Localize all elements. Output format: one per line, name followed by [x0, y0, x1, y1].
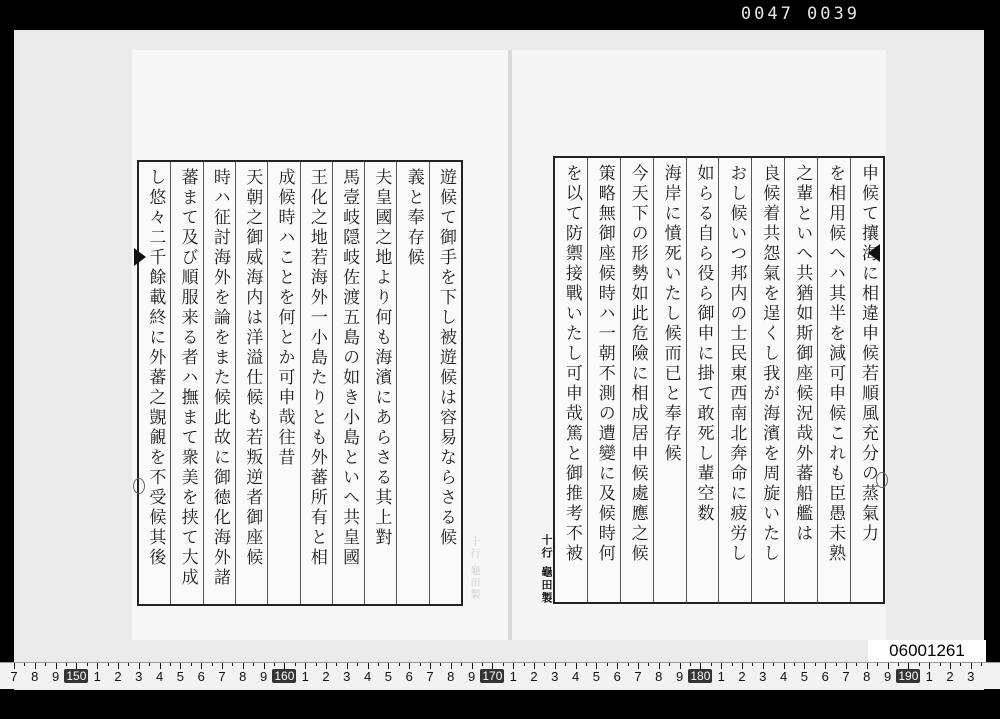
- catalog-number: 06001261: [868, 640, 986, 662]
- text-column: 義と奉存候: [396, 162, 428, 604]
- ruler-tick: [940, 663, 941, 666]
- ruler-tick: [336, 663, 337, 666]
- ruler-tick: [503, 663, 504, 666]
- ruler-label: 4: [363, 669, 372, 684]
- ruler-label: 9: [675, 669, 684, 684]
- ruler-label: 5: [800, 669, 808, 684]
- text-column: 夫皇國之地より何も海濱にあらさる其上對: [364, 162, 396, 604]
- ruler-label: 6: [821, 669, 829, 684]
- ruler-tick: [544, 663, 545, 666]
- ruler-tick: [732, 663, 733, 666]
- ruler-label: 2: [114, 669, 122, 684]
- ruler-label: 8: [863, 669, 871, 684]
- ruler-label: 1: [717, 669, 725, 684]
- text-column: 之輩といへ共猶如斯御座候況哉外蕃船艦は: [784, 158, 817, 602]
- ruler-label: 6: [613, 669, 621, 684]
- ruler-tick: [524, 663, 525, 666]
- ruler-label: 6: [405, 669, 413, 684]
- ruler-tick: [232, 663, 233, 666]
- ruler-label: 2: [946, 669, 954, 684]
- ruler-tick: [191, 663, 192, 666]
- text-column: 成候時ハことを何とか可申哉往昔: [267, 162, 299, 604]
- ruler-tick: [212, 663, 213, 666]
- ruler-label: 7: [842, 669, 850, 684]
- ruler-label: 7: [634, 669, 642, 684]
- ruler-tick: [253, 663, 254, 666]
- ruler-label: 1: [509, 669, 517, 684]
- ruler-tick: [648, 663, 649, 666]
- ruler-tick: [607, 663, 608, 666]
- ruler-label: 5: [384, 669, 392, 684]
- ruler-label: 7: [426, 669, 434, 684]
- text-column: おし候いつ邦内の士民東西南北奔命に疲労し: [718, 158, 751, 602]
- ruler-label: 8: [655, 669, 663, 684]
- ruler-tick: [378, 663, 379, 666]
- ruler-tick: [461, 663, 462, 666]
- book-gutter: [508, 50, 512, 640]
- ruler-label: 3: [759, 669, 767, 684]
- ruler-label: 150: [66, 669, 87, 683]
- left-page-imprint: 十行 龜田製: [468, 536, 479, 602]
- ruler-tick: [482, 663, 483, 666]
- ruler-tick: [960, 663, 961, 666]
- text-column: 蕃まて及び順服来る者ハ撫まて衆美を挟て大成: [170, 162, 202, 604]
- ruler-label: 9: [259, 669, 268, 684]
- ruler-tick: [752, 663, 753, 666]
- ruler-tick: [66, 663, 67, 666]
- ruler-label: 160: [274, 669, 295, 683]
- ruler-tick: [856, 663, 857, 666]
- ruler-tick: [836, 663, 837, 666]
- ruler-label: 2: [322, 669, 330, 684]
- ruler-tick: [149, 663, 150, 666]
- ruler-label: 8: [31, 669, 39, 684]
- text-column: 海岸に憤死いたし候而已と奉存候: [653, 158, 686, 602]
- text-column: 良候着共怨氣を逞くし我が海濱を周旋いたし: [751, 158, 784, 602]
- ruler-label: 2: [738, 669, 746, 684]
- ruler-label: 3: [135, 669, 143, 684]
- ruler-tick: [711, 663, 712, 666]
- ruler-label: 8: [447, 669, 455, 684]
- ruler-label: 3: [551, 669, 559, 684]
- ruler-tick: [108, 663, 109, 666]
- ruler-label: 9: [883, 669, 892, 684]
- ruler-tick: [628, 663, 629, 666]
- ruler-label: 5: [176, 669, 184, 684]
- text-column: 申候て攘海に相違申候若順風充分の蒸氣力: [850, 158, 883, 602]
- text-column: を以て防禦接戰いたし可申哉篤と御推考不被: [561, 164, 582, 564]
- ruler-tick: [898, 663, 899, 666]
- ruler-tick: [669, 663, 670, 666]
- ruler-label: 3: [967, 669, 975, 684]
- ruler-label: 170: [482, 669, 503, 683]
- left-binding-hole-icon: [133, 478, 145, 494]
- text-column: 策略無御座候時ハ一朝不測の遭變に及候時何: [587, 158, 620, 602]
- right-binding-hole-icon: [876, 472, 888, 488]
- ruler-tick: [357, 663, 358, 666]
- ruler-tick: [316, 663, 317, 666]
- ruler-label: 2: [530, 669, 538, 684]
- ruler-tick: [274, 663, 275, 666]
- ruler-tick: [24, 663, 25, 666]
- ruler-label: 7: [218, 669, 226, 684]
- right-text-grid: [553, 156, 885, 604]
- ruler-tick: [128, 663, 129, 666]
- measurement-ruler: [0, 662, 1000, 689]
- frame-number: 0047 0039: [740, 4, 860, 24]
- ruler-tick: [87, 663, 88, 666]
- text-column: 天朝之御威海内は洋溢仕候も若叛逆者御座候: [235, 162, 267, 604]
- ruler-label: 1: [93, 669, 101, 684]
- ruler-label: 180: [690, 669, 711, 683]
- text-column: 今天下の形勢如此危險に相成居申候處應之候: [620, 158, 653, 602]
- left-fold-marker-icon: [134, 248, 146, 266]
- ruler-tick: [586, 663, 587, 666]
- text-column: 王化之地若海外一小島たりとも外蕃所有と相: [300, 162, 332, 604]
- ruler-label: 4: [571, 669, 580, 684]
- ruler-label: 9: [51, 669, 60, 684]
- ruler-tick: [420, 663, 421, 666]
- text-column: を相用候へハ其半を減可申候これも臣愚未熟: [817, 158, 850, 602]
- right-fold-marker-icon: [868, 244, 880, 262]
- ruler-label: 4: [779, 669, 788, 684]
- ruler-tick: [45, 663, 46, 666]
- ruler-label: 7: [10, 669, 18, 684]
- ruler-label: 1: [301, 669, 309, 684]
- ruler-tick: [794, 663, 795, 666]
- ruler-label: 190: [898, 669, 919, 683]
- ruler-label: 5: [592, 669, 600, 684]
- ruler-label: 6: [197, 669, 205, 684]
- text-column: 馬壹岐隠岐佐渡五島の如き小島といへ共皇國: [332, 162, 364, 604]
- ruler-label: 3: [343, 669, 351, 684]
- text-column: 遊候て御手を下し被遊候は容易ならさる候: [429, 162, 461, 604]
- left-text-grid: [137, 160, 463, 606]
- ruler-tick: [170, 663, 171, 666]
- ruler-tick: [981, 663, 982, 666]
- ruler-tick: [440, 663, 441, 666]
- text-column: 如らる自ら役ら御申に掛て敢死し輩空数: [686, 158, 719, 602]
- ruler-label: 1: [925, 669, 933, 684]
- ruler-tick: [295, 663, 296, 666]
- ruler-tick: [773, 663, 774, 666]
- ruler-label: 8: [239, 669, 247, 684]
- ruler-label: 4: [155, 669, 164, 684]
- ruler-tick: [399, 663, 400, 666]
- ruler-tick: [877, 663, 878, 666]
- ruler-tick: [565, 663, 566, 666]
- text-column: 時ハ征討海外を論をまた候此故に御徳化海外諸: [203, 162, 235, 604]
- ruler-tick: [690, 663, 691, 666]
- text-column: し悠々二千餘載終に外蕃之覬覦を不受候其後: [145, 168, 166, 568]
- ruler-tick: [815, 663, 816, 666]
- right-page-imprint: 十行 龜田製: [540, 534, 553, 605]
- ruler-tick: [919, 663, 920, 666]
- ruler-label: 9: [467, 669, 476, 684]
